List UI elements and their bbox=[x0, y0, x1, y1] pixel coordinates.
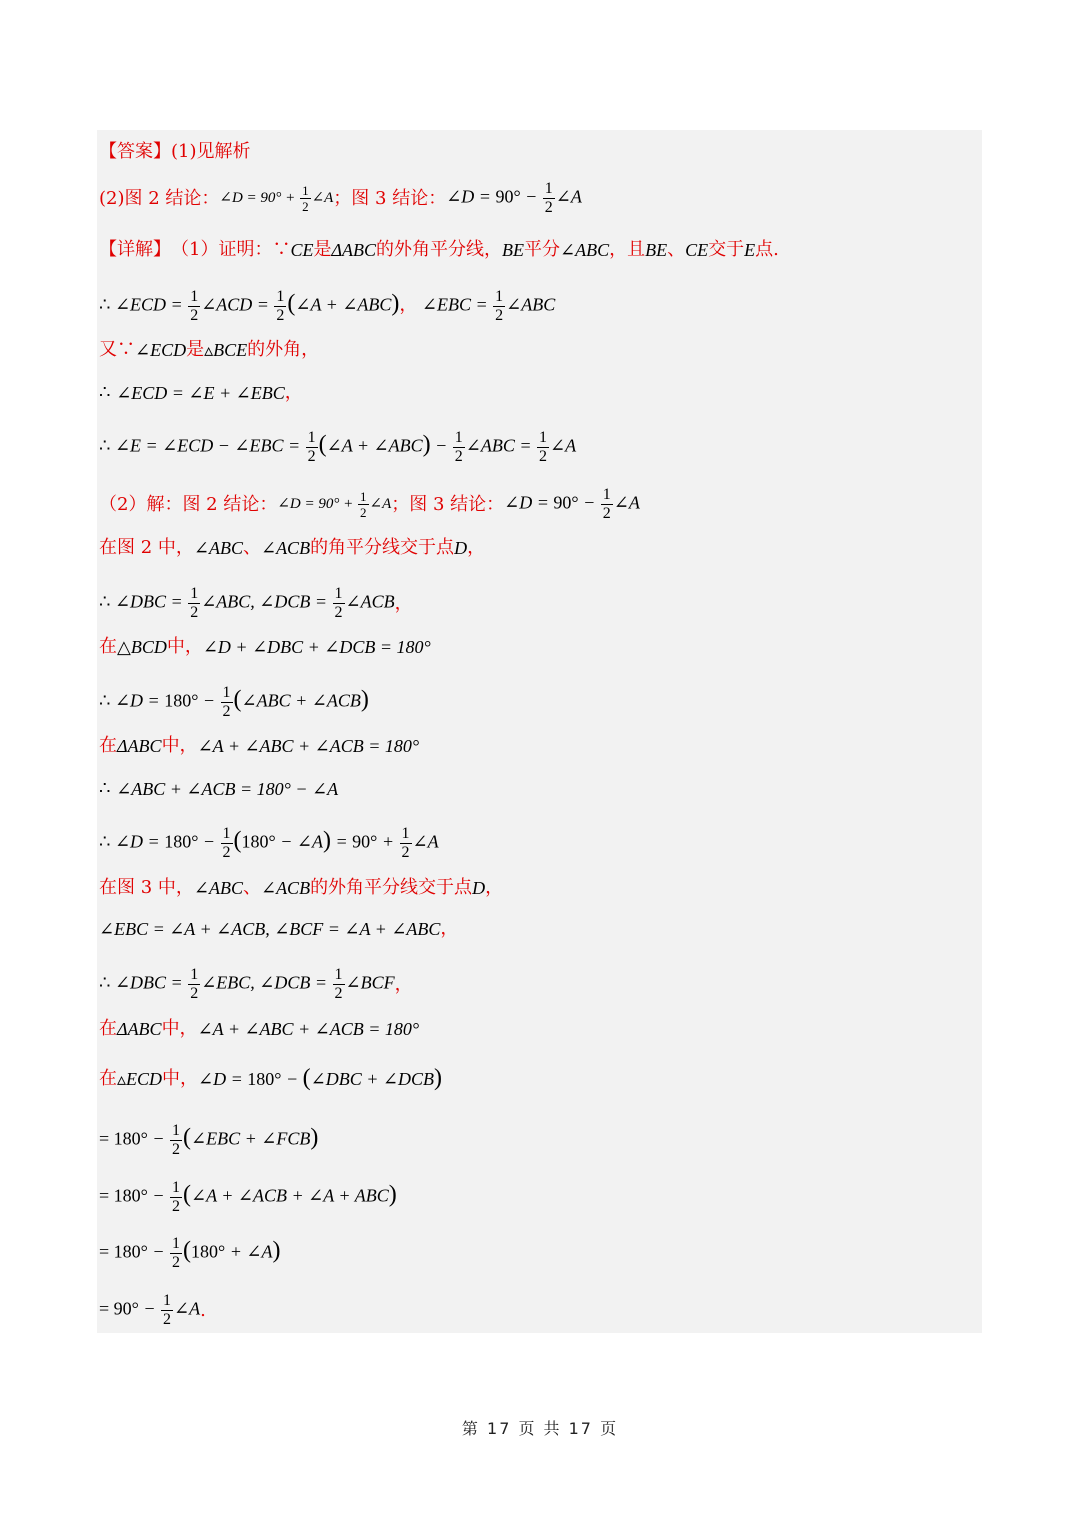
proof-line-22 bbox=[99, 1179, 397, 1216]
detail-intro-4: ΔABC bbox=[331, 240, 377, 260]
proof-5c: 是 bbox=[186, 339, 205, 360]
detail-intro-8: ∠ABC bbox=[560, 240, 610, 260]
proof-5d: ▵BCE bbox=[204, 340, 248, 360]
proof-line-18 bbox=[99, 966, 413, 1003]
proof-9d: ∠ACB bbox=[260, 538, 311, 558]
proof-16d: ∠ACB bbox=[260, 878, 311, 898]
proof-13b: ΔABC bbox=[117, 736, 162, 756]
proof-9g: ， bbox=[467, 537, 486, 558]
page-footer: 第 17 页 共 17 页 bbox=[461, 1419, 619, 1438]
proof-line-12 bbox=[99, 684, 369, 721]
proof-eq-6: ∠ECD = ∠E + ∠EBC bbox=[116, 383, 285, 403]
answer-part2-mid: ；图 3 结论： bbox=[333, 187, 447, 209]
proof-16b: ∠ABC bbox=[193, 878, 243, 898]
proof-11d: ∠D + ∠DBC + ∠DCB = 180° bbox=[202, 637, 431, 657]
therefore-6: ∴ bbox=[99, 382, 111, 403]
detail-intro-2: CE bbox=[290, 240, 314, 260]
detail-intro-14: E bbox=[744, 240, 756, 260]
proof-5a: 又∵ bbox=[99, 339, 135, 360]
proof-20a: 在 bbox=[99, 1067, 117, 1089]
proof-line-19 bbox=[99, 1017, 419, 1041]
proof-line-15 bbox=[99, 825, 439, 862]
detail-intro-1: （1）证明：∵ bbox=[171, 239, 291, 260]
proof-20c: 中， bbox=[162, 1067, 199, 1089]
proof-line-24 bbox=[99, 1292, 206, 1329]
proof-eq-10: ∴ ∠DBC = $\frac{1}{2}$ ∠ABC, ∠DCB = $\frac{1}{2}$ ∠ACB bbox=[99, 585, 395, 621]
proof-line-21 bbox=[99, 1122, 318, 1159]
proof-10-end: ， bbox=[394, 592, 413, 614]
proof-16g: ， bbox=[485, 877, 504, 898]
detail-intro-15: 点. bbox=[755, 239, 779, 260]
proof-17-end: ， bbox=[440, 918, 459, 939]
proof-eq-18: ∴ ∠DBC = $\frac{1}{2}$ ∠EBC, ∠DCB = $\frac{1}{2}$ ∠BCF bbox=[99, 966, 395, 1002]
proof-16e: 的外角平分线交于点 bbox=[310, 877, 473, 898]
proof-9b: ∠ABC bbox=[193, 538, 243, 558]
answer-line bbox=[99, 140, 251, 164]
detail-intro-7: 平分 bbox=[524, 239, 561, 260]
proof-eq-23: = 180° − $\frac{1}{2}$ (180° + ∠A) bbox=[99, 1235, 281, 1271]
detail-intro-3: 是 bbox=[313, 239, 332, 260]
proof-eq-21: = 180° − $\frac{1}{2}$ (∠EBC + ∠FCB) bbox=[99, 1122, 319, 1158]
proof-5b: ∠ECD bbox=[135, 340, 187, 360]
detail-intro-6: BE bbox=[502, 240, 525, 260]
answer-label: 【答案】 bbox=[99, 141, 171, 162]
proof-11c: 中， bbox=[166, 636, 203, 657]
proof-13d: ∠A + ∠ABC + ∠ACB = 180° bbox=[197, 736, 420, 756]
proof-9e: 的角平分线交于点 bbox=[310, 537, 455, 558]
proof-18-end: ， bbox=[394, 973, 413, 995]
answer-eq-fig3: ∠D = 90° − $\frac{1}{2}$ ∠A bbox=[446, 180, 582, 216]
proof-5e: 的外角， bbox=[247, 339, 320, 360]
detail-intro-13: 交于 bbox=[708, 239, 745, 260]
proof-8-eq-fig3: ∠D = 90° − $\frac{1}{2}$ ∠A bbox=[504, 486, 640, 522]
proof-11b: △BCD bbox=[117, 637, 167, 657]
proof-eq-12: ∴ ∠D = 180° − $\frac{1}{2}$ (∠ABC + ∠ACB) bbox=[99, 684, 369, 720]
proof-13a: 在 bbox=[99, 735, 117, 756]
proof-20d: ∠D = 180° − (∠DBC + ∠DCB) bbox=[198, 1065, 442, 1091]
proof-line-16 bbox=[99, 876, 503, 900]
answer-part2-prefix: (2)图 2 结论： bbox=[99, 187, 220, 209]
proof-8a: （2）解：图 2 结论： bbox=[99, 493, 278, 515]
proof-eq-15: ∴ ∠D = 180° − $\frac{1}{2}$ (180° − ∠A) = 90° + $\frac{1}{2}$ ∠A bbox=[99, 825, 439, 861]
proof-line-20 bbox=[99, 1066, 442, 1091]
proof-8b: ；图 3 结论： bbox=[391, 493, 505, 515]
proof-16a: 在图 3 中， bbox=[99, 877, 194, 898]
proof-line-4 bbox=[99, 288, 555, 325]
proof-19a: 在 bbox=[99, 1018, 117, 1039]
proof-19d: ∠A + ∠ABC + ∠ACB = 180° bbox=[197, 1019, 420, 1039]
proof-6-end: ， bbox=[284, 382, 303, 403]
proof-9c: 、 bbox=[242, 537, 261, 558]
answer-part2-line bbox=[99, 180, 582, 217]
proof-line-10 bbox=[99, 585, 413, 622]
proof-16c: 、 bbox=[242, 877, 261, 898]
detail-intro-line bbox=[99, 238, 779, 262]
proof-13c: 中， bbox=[161, 735, 198, 756]
proof-line-8 bbox=[99, 486, 640, 523]
proof-line-13 bbox=[99, 734, 419, 758]
proof-line-23 bbox=[99, 1235, 280, 1272]
detail-intro-9: ，且 bbox=[609, 239, 646, 260]
proof-line-7 bbox=[99, 429, 576, 466]
proof-eq-4: ∴ ∠ECD = $\frac{1}{2}$ ∠ACD = $\frac{1}{2}$ (∠A + ∠ABC)， ∠EBC = $\frac{1}{2}$ ∠ABC bbox=[99, 288, 556, 324]
detail-intro-12: CE bbox=[685, 240, 709, 260]
proof-line-9 bbox=[99, 536, 485, 560]
proof-8-eq-fig2: ∠D = 90° + $\frac{1}{2}$ ∠A bbox=[277, 489, 392, 520]
proof-eq-24: = 90° − $\frac{1}{2}$ ∠A bbox=[99, 1292, 201, 1328]
proof-20b: ▵ECD bbox=[117, 1068, 163, 1089]
proof-eq-22: = 180° − $\frac{1}{2}$ (∠A + ∠ACB + ∠A + ABC) bbox=[99, 1179, 397, 1215]
proof-line-14 bbox=[99, 777, 338, 801]
detail-label: 【详解】 bbox=[99, 239, 171, 260]
proof-line-17 bbox=[99, 917, 458, 941]
proof-eq-7: ∴ ∠E = ∠ECD − ∠EBC = $\frac{1}{2}$ (∠A + ∠ABC) − $\frac{1}{2}$ ∠ABC = $\frac{1}{2}$ ∠A bbox=[99, 429, 577, 465]
answer-part1: (1)见解析 bbox=[171, 141, 251, 162]
detail-intro-5: 的外角平分线， bbox=[376, 239, 503, 260]
proof-24-end: . bbox=[200, 1299, 206, 1321]
proof-11a: 在 bbox=[99, 636, 117, 657]
proof-line-11 bbox=[99, 635, 431, 659]
detail-intro-11: 、 bbox=[667, 239, 686, 260]
proof-19b: ΔABC bbox=[117, 1019, 162, 1039]
proof-16f: D bbox=[472, 878, 486, 898]
proof-eq-17: ∠EBC = ∠A + ∠ACB, ∠BCF = ∠A + ∠ABC bbox=[99, 919, 441, 939]
proof-line-6 bbox=[99, 381, 303, 405]
proof-19c: 中， bbox=[161, 1018, 198, 1039]
detail-intro-10: BE bbox=[645, 240, 668, 260]
proof-eq-14: ∠ABC + ∠ACB = 180° − ∠A bbox=[116, 779, 339, 799]
proof-line-5 bbox=[99, 338, 319, 362]
therefore-14: ∴ bbox=[99, 778, 111, 799]
answer-eq-fig2: ∠D = 90° + $\frac{1}{2}$ ∠A bbox=[219, 183, 334, 214]
proof-9f: D bbox=[454, 538, 468, 558]
proof-9a: 在图 2 中， bbox=[99, 537, 194, 558]
